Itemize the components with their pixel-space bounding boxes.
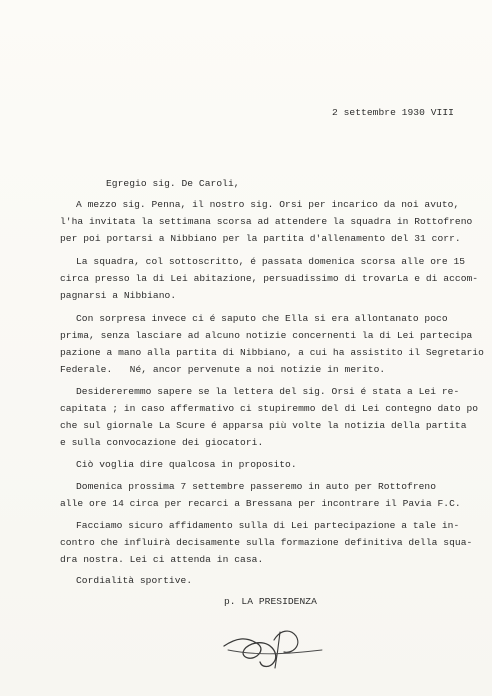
paragraph-5-line-1: Ciò voglia dire qualcosa in proposito. [76, 459, 297, 470]
paragraph-3-line-4: Federale. Né, ancor pervenute a noi notizie in merito. [60, 364, 386, 375]
paragraph-3-line-3: pazione a mano alla partita di Nibbiano, a cui ha assistito il Segretario [60, 347, 484, 358]
signatory: p. LA PRESIDENZA [224, 596, 317, 607]
salutation: Egregio sig. De Caroli, [106, 178, 240, 189]
paragraph-1-line-1: A mezzo sig. Penna, il nostro sig. Orsi per incarico da noi avuto, [76, 199, 460, 210]
paragraph-1-line-2: l'ha invitata la settimana scorsa ad attendere la squadra in Rottofreno [60, 216, 473, 227]
paragraph-6-line-1: Domenica prossima 7 settembre passeremo in auto per Rottofreno [76, 481, 437, 492]
paragraph-7-line-1: Facciamo sicuro affidamento sulla di Lei partecipazione a tale in- [76, 520, 460, 531]
paragraph-4-line-2: capitata ; in caso affermativo ci stupiremmo del di Lei contegno dato po [60, 403, 479, 414]
closing: Cordialità sportive. [76, 575, 193, 586]
paragraph-2-line-3: pagnarsi a Nibbiano. [60, 290, 177, 301]
paragraph-2-line-1: La squadra, col sottoscritto, é passata domenica scorsa alle ore 15 [76, 256, 466, 267]
paragraph-4-line-1: Desidereremmo sapere se la lettera del sig. Orsi é stata a Lei re- [76, 386, 460, 397]
paragraph-1-line-3: per poi portarsi a Nibbiano per la partita d'allenamento del 31 corr. [60, 233, 461, 244]
paragraph-4-line-4: e sulla convocazione dei giocatori. [60, 437, 264, 448]
paragraph-6-line-2: alle ore 14 circa per recarci a Bressana per incontrare il Pavia F.C. [60, 498, 461, 509]
paragraph-3-line-2: prima, senza lasciare ad alcuno notizie concernenti la di Lei partecipa [60, 330, 473, 341]
paragraph-4-line-3: che sul giornale La Scure é apparsa più volte la notizia della partita [60, 420, 467, 431]
letter-date: 2 settembre 1930 VIII [332, 107, 454, 118]
handwritten-signature [218, 610, 338, 670]
paragraph-2-line-2: circa presso la di Lei abitazione, persuadissimo di trovarLa e di accom- [60, 273, 479, 284]
paragraph-3-line-1: Con sorpresa invece ci é saputo che Ella si era allontanato poco [76, 313, 448, 324]
paragraph-7-line-2: contro che influirà decisamente sulla formazione definitiva della squa- [60, 537, 473, 548]
paragraph-7-line-3: dra nostra. Lei ci attenda in casa. [60, 554, 264, 565]
